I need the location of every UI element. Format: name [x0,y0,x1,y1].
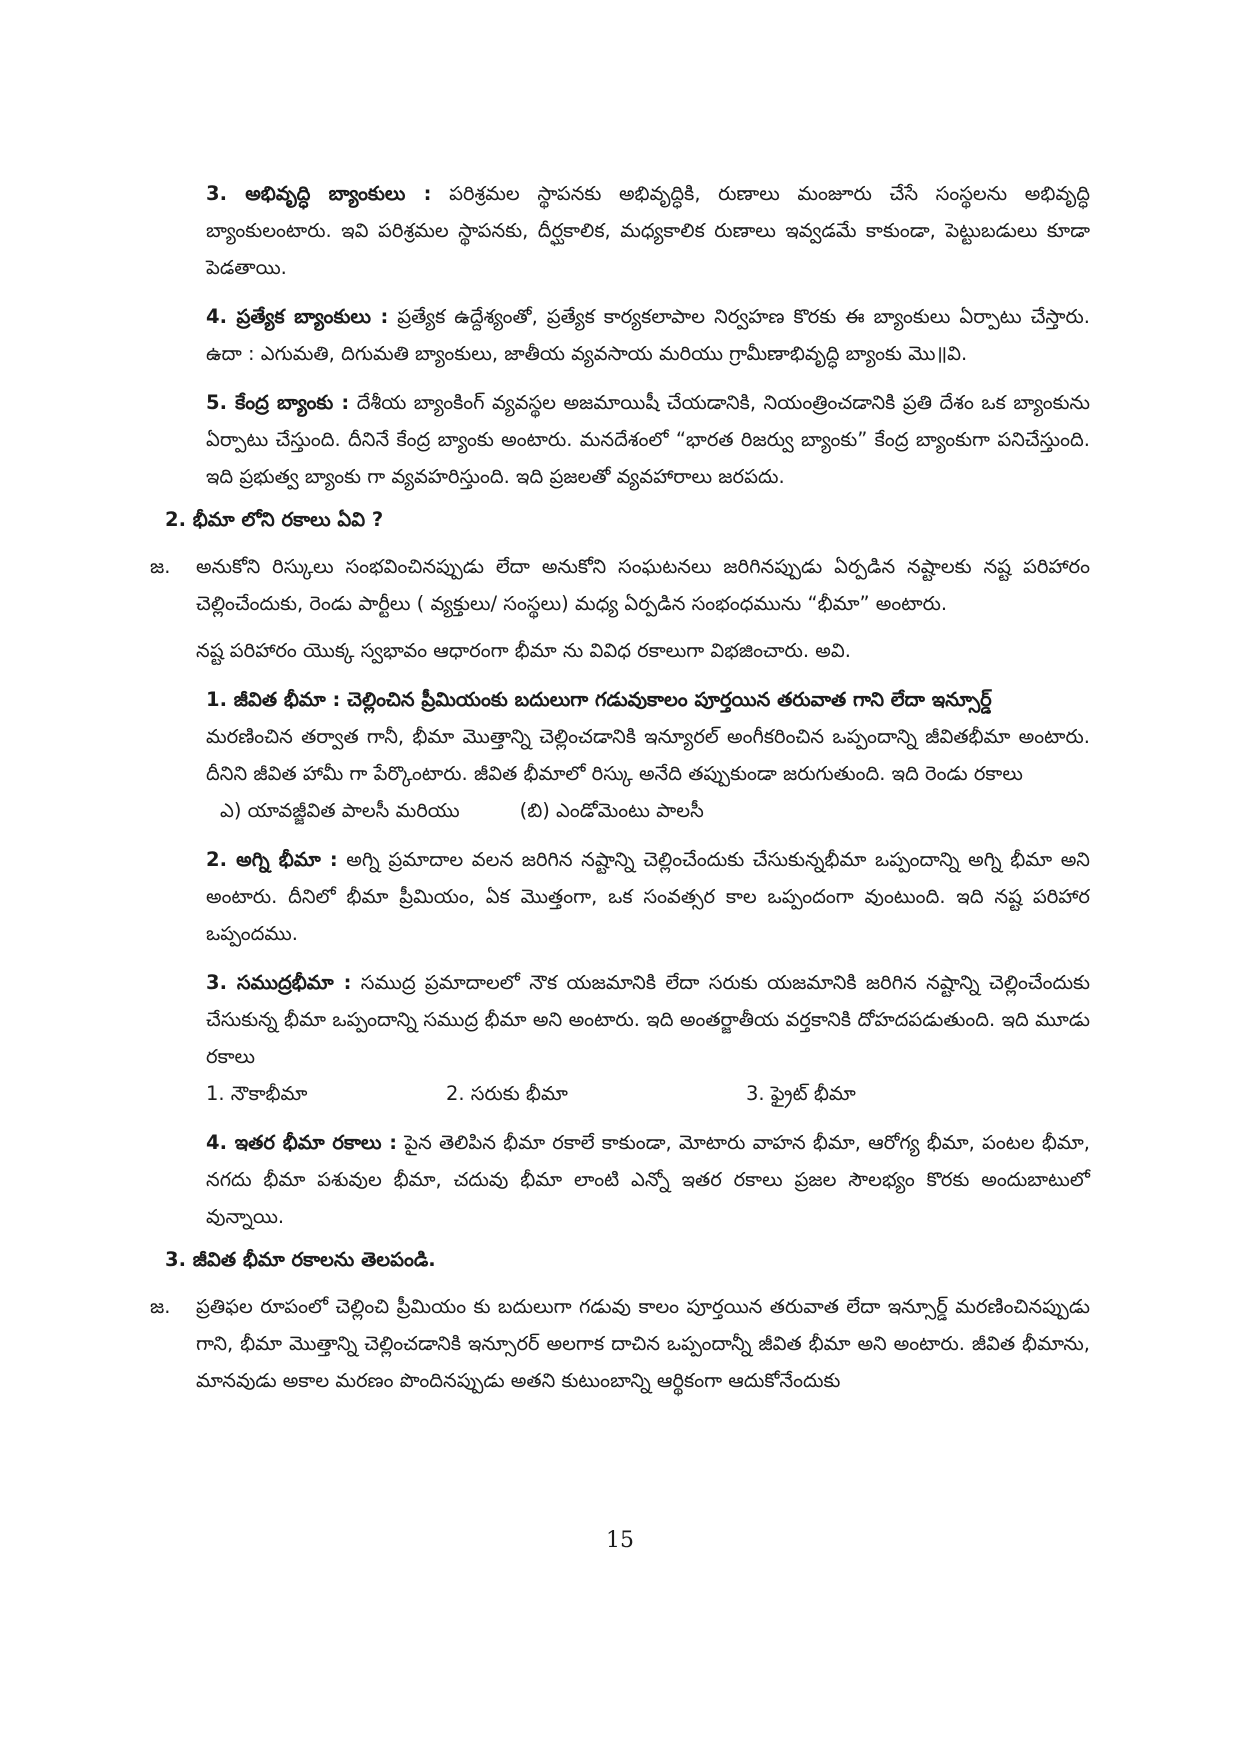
life-insurance-types [150,792,1090,829]
list-item: (బి) ఎండోమెంటు పాలసీ [519,799,704,822]
item-body: సముద్ర ప్రమాదాలలో నౌక యజమానికి లేదా సరుకు యజమానికి జరిగిన నష్టాన్ని చెల్లించేందుకు చేసుకున్న భీమా ఒప్పందాన్ని సముద్ర భీమా అని అంటారు. ఇది అంతర్జాతీయ వర్తకానికి దోహదపడుతుంది. ఇది మూడు రకాలు [206,971,1090,1068]
item-body: అగ్ని ప్రమాదాల వలన జరిగిన నష్టాన్ని చెల్లించేందుకు చేసుకున్నభీమా ఒప్పందాన్ని అగ్ని భీమా అని అంటారు. దీనిలో భీమా ప్రీమియం, ఏక మొత్తంగా, ఒక సంవత్సర కాల ఒప్పందంగా వుంటుంది. ఇది నష్ట పరిహార ఒప్పందము. [206,848,1090,945]
question-3-title: 3. జీవిత భీమా రకాలను తెలపండి. [165,1248,436,1271]
item-heading: 5. కేంద్ర బ్యాంకు : [206,391,350,414]
item-body: పరిశ్రమల స్థాపనకు అభివృద్ధికి, రుణాలు మంజూరు చేసే సంస్థలను అభివృద్ధి బ్యాంకులంటారు. ఇవి పరిశ్రమల స్థాపనకు, దీర్ఘకాలిక, మధ్యకాలిక రుణాలు ఇవ్వడమే కాకుండా, పెట్టుబడులు కూడా పెడతాయి. [206,182,1091,279]
development-banks-paragraph [150,175,1090,286]
item-body: దేశీయ బ్యాంకింగ్ వ్యవస్థల అజమాయిషీ చేయడానికి, నియంత్రించడానికి ప్రతి దేశం ఒక బ్యాంకును ఏర్పాటు చేస్తుంది. దీనినే కేంద్ర బ్యాంకు అంటారు. మనదేశంలో “భారత రిజర్వు బ్యాంకు” కేంద్ర బ్యాంకుగా పనిచేస్తుంది. ఇది ప్రభుత్వ బ్యాంకు గా వ్యవహరిస్తుంది. ఇది ప్రజలతో వ్యవహారాలు జరపదు. [206,391,1090,488]
question-3-answer [150,1288,1090,1399]
list-item: ఎ) యావజ్జీవిత పాలసీ మరియు [220,799,460,822]
item-body: ప్రత్యేక ఉద్దేశ్యంతో, ప్రత్యేక కార్యకలాపాల నిర్వహణ కొరకు ఈ బ్యాంకులు ఏర్పాటు చేస్తారు. ఉదా : ఎగుమతి, దిగుమతి బ్యాంకులు, జాతీయ వ్యవసాయ మరియు గ్రామీణాభివృద్ధి బ్యాంకు మొ॥వి. [206,305,1091,365]
item-heading: 4. ప్రత్యేక బ్యాంకులు : [206,305,389,328]
item-heading: 3. అభివృద్ధి బ్యాంకులు : [206,182,432,205]
question-2-title: 2. భీమా లోని రకాలు ఏవి ? [165,508,384,531]
marine-insurance-paragraph [150,964,1090,1075]
item-heading: 1. జీవిత భీమా : చెల్లించిన ప్రీమియంకు బదులుగా గడువుకాలం పూర్తయిన తరువాత గాని లేదా ఇన్సూర్డ్ [206,688,992,711]
central-bank-paragraph [150,384,1090,495]
special-banks-paragraph [150,298,1090,372]
answer-text: ప్రతిఫల రూపంలో చెల్లించి ప్రీమియం కు బదులుగా గడువు కాలం పూర్తయిన తరువాత లేదా ఇన్సూర్డ్ మరణించినప్పుడు గాని, భీమా మొత్తాన్ని చెల్లించడానికి ఇన్సూరర్ అలగాక దాచిన ఒప్పందాన్నీ జీవిత భీమా అని అంటారు. జీవిత భీమాను, మానవుడు అకాల మరణం పొందినప్పుడు అతని కుటుంబాన్ని ఆర్థికంగా ఆదుకోనేందుకు [196,1295,1090,1392]
answer-label: జ. [150,555,171,578]
fire-insurance-paragraph [150,841,1090,952]
other-insurance-paragraph [150,1124,1090,1235]
item-heading: 2. అగ్ని భీమా : [206,848,338,871]
page-number: 15 [606,1528,634,1553]
list-item: 3. ఫ్రైట్ భీమా [746,1082,856,1105]
life-insurance-paragraph [150,681,1090,792]
item-heading: 4. ఇతర భీమా రకాలు : [206,1131,398,1154]
list-item: 1. నౌకాభీమా [206,1082,308,1105]
list-item: 2. సరుకు భీమా [446,1082,568,1105]
item-body: పైన తెలిపిన భీమా రకాలే కాకుండా, మోటారు వాహన భీమా, ఆరోగ్య భీమా, పంటల భీమా, నగదు భీమా పశువుల భీమా, చదువు భీమా లాంటి ఎన్నో ఇతర రకాలు ప్రజల సౌలభ్యం కొరకు అందుబాటులో వున్నాయి. [206,1131,1090,1228]
answer-text: అనుకోని రిస్కులు సంభవించినప్పుడు లేదా అనుకోని సంఘటనలు జరిగినప్పుడు ఏర్పడిన నష్టాలకు నష్ట పరిహారం చెల్లించేందుకు, రెండు పార్టీలు ( వ్యక్తులు/ సంస్థలు) మధ్య ఏర్పడిన సంభంధమును “భీమా” అంటారు. [196,555,1090,615]
marine-insurance-types [150,1075,1090,1112]
question-2-answer [150,548,1090,622]
answer-label: జ. [150,1295,171,1318]
insurance-intro: నష్ట పరిహారం యొక్క స్వభావం ఆధారంగా భీమా ను వివిధ రకాలుగా విభజించారు. అవి. [196,639,851,662]
item-heading: 3. సముద్రభీమా : [206,971,352,994]
item-body: మరణించిన తర్వాత గానీ, భీమా మొత్తాన్ని చెల్లించడానికి ఇన్యూరల్ అంగీకరించిన ఒప్పందాన్ని జీవితభీమా అంటారు. దీనిని జీవిత హామీ గా పేర్కొంటారు. జీవిత భీమాలో రిస్కు అనేది తప్పుకుండా జరుగుతుంది. ఇది రెండు రకాలు [206,725,1090,785]
